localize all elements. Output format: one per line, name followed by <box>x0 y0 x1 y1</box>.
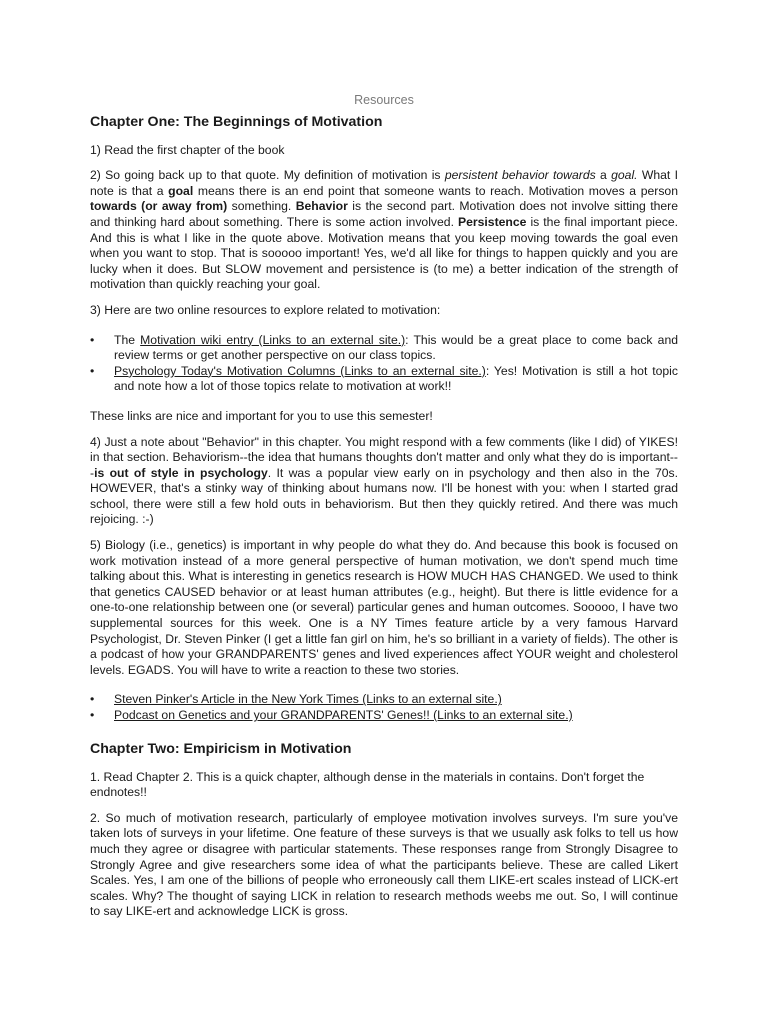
text-run: is the second part. Motivation does not involve sitting there and thinking hard about something. There is some action involved. <box>90 199 679 229</box>
text-run: The <box>114 332 141 347</box>
psychology-today-link[interactable]: Psychology Today's Motivation Columns (Links to an external site.) <box>114 363 486 378</box>
text-run: a <box>595 168 612 183</box>
bold-text: goal <box>168 183 194 198</box>
text-run: What I note is that a <box>90 168 678 198</box>
bullet-icon: • <box>90 332 95 347</box>
chapter-one-item-2 <box>90 168 678 293</box>
text-run: 2) So going back up to that quote. My definition of motivation is <box>90 168 445 183</box>
bullet-icon: • <box>90 708 95 722</box>
chapter-two-item-2: 2. So much of motivation research, particularly of employee motivation involves surveys. I'm sure you've taken lots of surveys in your lifetime. One feature of these surveys is that we usually ask folks to tell us how much they agree or disagree with particular statements. These responses range from Strongly Disagree to Strongly Agree and give researchers some idea of what the participants believe. These are called Likert Scales. Yes, I am one of the billions of people who erroneously call them LIKE-ert scales instead of LICK-ert scales. Why? The thought of saying LICK in relation to research methods weebs me out. So, I will continue to say LIKE-ert and acknowledge LICK is gross. <box>90 810 678 919</box>
supplemental-link-list <box>90 692 678 723</box>
chapter-two-heading: Chapter Two: Empiricism in Motivation <box>90 740 352 757</box>
list-item <box>90 333 678 364</box>
bold-text: Behavior <box>295 199 348 214</box>
chapter-one-item-1: 1) Read the first chapter of the book <box>90 142 285 157</box>
resource-link-list <box>90 333 678 395</box>
motivation-wiki-link[interactable]: Motivation wiki entry (Links to an external site.) <box>140 332 406 347</box>
list-item <box>90 364 678 395</box>
emphasis-text: persistent behavior towards <box>444 168 596 183</box>
emphasis-text: goal. <box>611 168 638 183</box>
page-title: Resources <box>354 93 414 107</box>
text-run: . It was a popular view early on in psychology and then also in the 70s. HOWEVER, that's a stinky way of thinking about humans now. I'll be honest with you: when I started grad school, there were still a few hold outs in behaviorism. But then they quickly retired. And there was much rejoicing. :-) <box>90 465 678 527</box>
chapter-one-item-3: 3) Here are two online resources to explore related to motivation: <box>90 302 441 317</box>
chapter-one-heading: Chapter One: The Beginnings of Motivation <box>90 113 383 130</box>
chapter-one-item-4 <box>90 435 678 529</box>
text-run: : Yes! Motivation is still a hot topic and note how a lot of those topics relate to motivation at work!! <box>114 363 678 394</box>
text-run: something. <box>227 199 296 214</box>
list-item <box>90 708 678 724</box>
pinker-article-link[interactable]: Steven Pinker's Article in the New York Times (Links to an external site.) <box>114 692 502 707</box>
text-run: means there is an end point that someone wants to reach. Motivation moves a person <box>193 183 678 198</box>
chapter-one-item-5: 5) Biology (i.e., genetics) is important in why people do what they do. And because this book is focused on work motivation instead of a more general perspective of human motivation, we don't spend much time talking about this. What is interesting in genetics research is HOW MUCH HAS CHANGED. We used to think that genetics CAUSED behavior or at least human attributes (e.g., height). But there is little evidence for a one-to-one relationship between one (or several) particular genes and human outcomes. Sooooo, I have two supplemental sources for this week. One is a NY Times feature article by a very famous Harvard Psychologist, Dr. Steven Pinker (I get a little fan girl on him, he's so brilliant in a variety of fields). The other is a podcast of how your GRANDPARENTS' genes and lived experiences affect YOUR weight and cholesterol levels. EGADS. You will have to write a reaction to these two stories. <box>90 538 678 677</box>
chapter-two-item-1: 1. Read Chapter 2. This is a quick chapter, although dense in the materials in contains. Don't forget the endnotes!! <box>90 769 645 800</box>
text-run: 4) Just a note about "Behavior" in this chapter. You might respond with a few comments (like I did) of YIKES! in that section. Behaviorism--the idea that humans thoughts don't matter and only what they do is important--- <box>90 434 678 480</box>
text-run: is the final important piece. And this is what I like in the quote above. Motivation means that you keep moving towards the goal even when you want to stop. That is sooooo important! Yes, we'd all like for things to happen quickly and you are lucky when it does. But SLOW movement and persistence is (to me) a better indication of the strength of motivation than quickly reaching your goal. <box>90 214 678 292</box>
document-body <box>90 93 678 930</box>
genetics-podcast-link[interactable]: Podcast on Genetics and your GRANDPARENTS' Genes!! (Links to an external site.) <box>114 708 573 722</box>
text-run: : This would be a great place to come back and review terms or get another perspective on our class topics. <box>114 332 679 363</box>
bullet-icon: • <box>90 692 95 707</box>
list-item <box>90 692 678 708</box>
bullet-icon: • <box>90 363 95 378</box>
links-note: These links are nice and important for you to use this semester! <box>90 408 433 423</box>
bold-text: is out of style in psychology <box>94 465 268 480</box>
bold-text: Persistence <box>457 214 527 229</box>
bold-text: towards (or away from) <box>90 199 228 214</box>
